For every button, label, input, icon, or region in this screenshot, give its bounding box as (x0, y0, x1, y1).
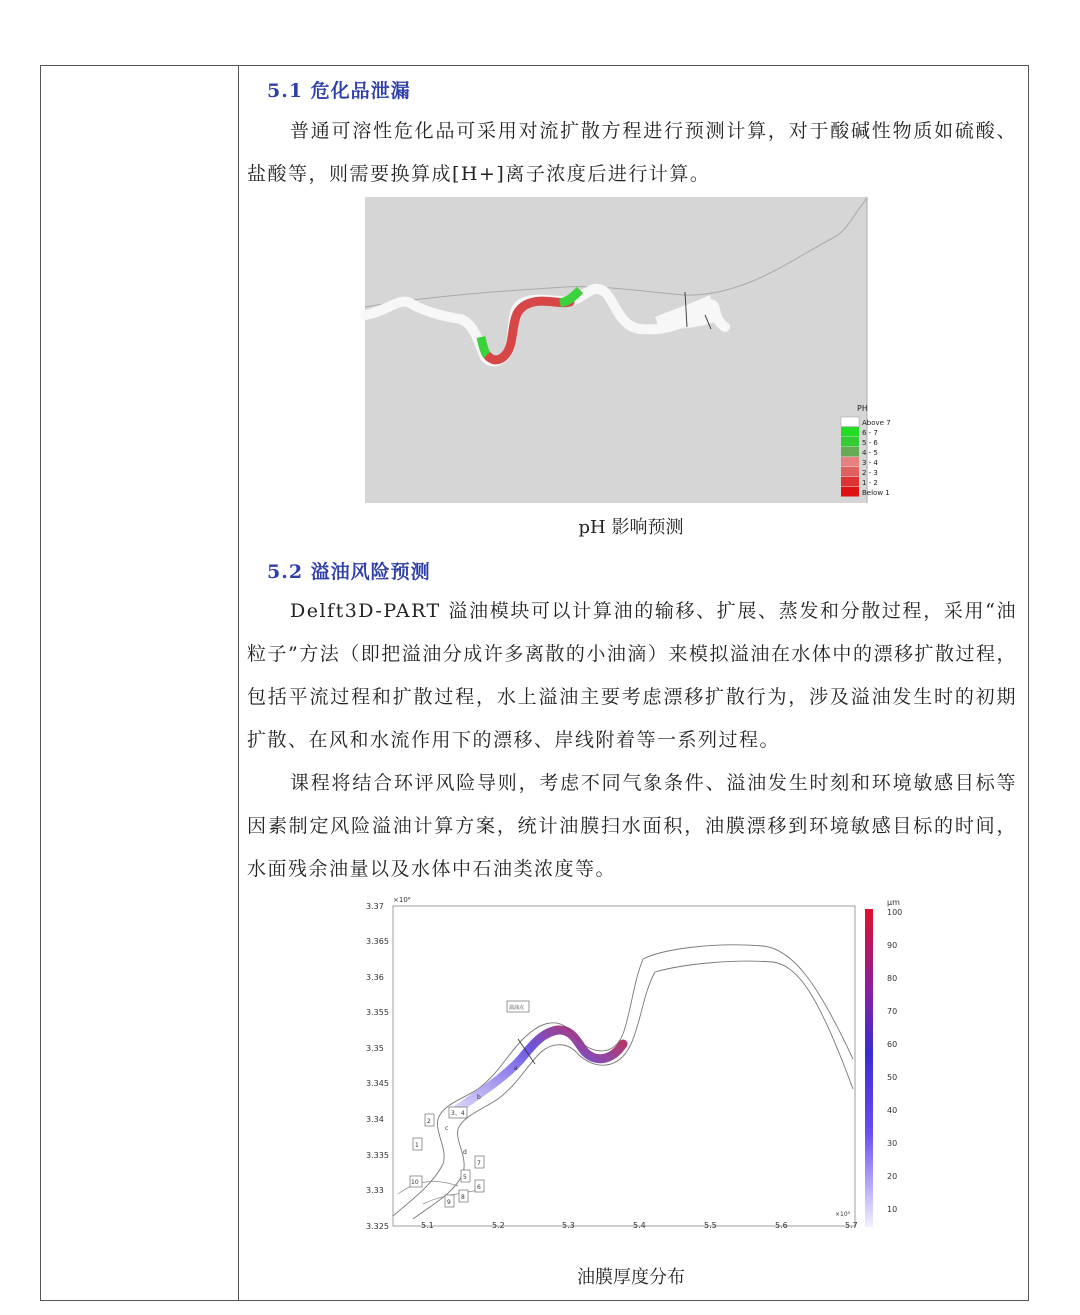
figure-caption-oil-film: 油膜厚度分布 (577, 1267, 685, 1288)
ph-legend-label: 5 - 6 (862, 439, 878, 447)
x-exponent: ×10⁵ (835, 1211, 851, 1218)
y-tick: 3.33 (366, 1186, 384, 1195)
ph-legend-label: 6 - 7 (862, 429, 878, 437)
y-tick: 3.325 (366, 1222, 389, 1231)
target-box-label: 9 (447, 1199, 451, 1206)
colorbar-tick: 10 (887, 1205, 898, 1214)
ph-legend-label: Above 7 (862, 419, 891, 427)
colorbar-tick: 70 (887, 1007, 898, 1016)
table-frame (40, 65, 1029, 1301)
spill-site-label: 溢油点 (509, 1005, 525, 1011)
ph-legend-label: 3 - 4 (862, 459, 878, 467)
colorbar-tick: 30 (887, 1139, 898, 1148)
y-exponent: ×10⁶ (393, 896, 411, 904)
x-tick: 5.3 (562, 1221, 575, 1230)
x-tick: 5.4 (633, 1221, 646, 1230)
y-tick: 3.365 (366, 937, 389, 946)
paragraph-5-2-b: 课程将结合环评风险导则，考虑不同气象条件、溢油发生时刻和环境敏感目标等因素制定风险溢油计算方案，统计油膜扫水面积，油膜漂移到环境敏感目标的时间，水面残余油量以及水体中石油类浓度等。 (247, 772, 1017, 880)
colorbar (865, 909, 873, 1227)
target-box-label: 2 (427, 1118, 431, 1125)
x-tick: 5.7 (845, 1221, 858, 1230)
ph-legend-label: 4 - 5 (862, 449, 878, 457)
y-tick: 3.335 (366, 1151, 389, 1160)
section-heading-5-1: 5.1 危化品泄漏 (267, 80, 411, 102)
content-column (239, 66, 1028, 1300)
colorbar-tick: 80 (887, 974, 898, 983)
y-tick: 3.34 (366, 1115, 384, 1124)
ph-legend-label: Below 1 (862, 489, 890, 497)
colorbar-tick: 40 (887, 1106, 898, 1115)
target-box-label: 7 (477, 1160, 481, 1167)
section-heading-5-2: 5.2 溢油风险预测 (267, 561, 431, 583)
target-box-label: 1 (415, 1142, 419, 1149)
letter-label: a (514, 1065, 518, 1072)
y-tick: 3.36 (366, 973, 384, 982)
letter-label: d (463, 1149, 467, 1156)
figure-caption-ph: pH 影响预测 (578, 517, 684, 538)
y-tick: 3.35 (366, 1044, 384, 1053)
ph-legend-label: 1 - 2 (862, 479, 878, 487)
colorbar-tick: 60 (887, 1040, 898, 1049)
paragraph-5-2-a: Delft3D-PART 溢油模块可以计算油的输移、扩展、蒸发和分散过程，采用“油粒子”方法（即把溢油分成许多离散的小油滴）来模拟溢油在水体中的漂移扩散过程，包括平流过程和扩散过程，水上溢油主要考虑漂移扩散行为，涉及溢油发生时的初期扩散、在风和水流作用下的漂移、岸线附着等一系列过程。 (247, 600, 1017, 751)
letter-label: c (445, 1125, 449, 1132)
target-box-label: 5 (463, 1174, 467, 1181)
ph-legend-title: PH (857, 404, 868, 413)
colorbar-tick: 20 (887, 1172, 898, 1181)
oil-film-figure (363, 894, 873, 1232)
left-column (41, 66, 239, 1300)
colorbar-labels (887, 898, 947, 1238)
colorbar-unit: μm (887, 898, 900, 907)
colorbar-tick: 50 (887, 1073, 898, 1082)
y-tick: 3.345 (366, 1079, 389, 1088)
x-tick: 5.2 (492, 1221, 505, 1230)
ph-legend-label: 2 - 3 (862, 469, 878, 477)
x-tick: 5.1 (421, 1221, 434, 1230)
target-box-label: 6 (477, 1184, 481, 1191)
paragraph-5-1: 普通可溶性危化品可采用对流扩散方程进行预测计算，对于酸碱性物质如硫酸、盐酸等，则需要换算成[H+]离子浓度后进行计算。 (247, 120, 1017, 185)
target-box-label: 8 (461, 1194, 465, 1201)
y-tick: 3.37 (366, 902, 384, 911)
letter-label: b (477, 1094, 481, 1101)
ph-map-figure (365, 197, 891, 503)
target-box-label: 10 (411, 1179, 419, 1186)
target-box-label: 3、4 (451, 1110, 465, 1117)
y-tick: 3.355 (366, 1008, 389, 1017)
x-tick: 5.5 (704, 1221, 717, 1230)
colorbar-tick: 100 (887, 908, 903, 917)
colorbar-tick: 90 (887, 941, 898, 950)
x-tick: 5.6 (775, 1221, 788, 1230)
